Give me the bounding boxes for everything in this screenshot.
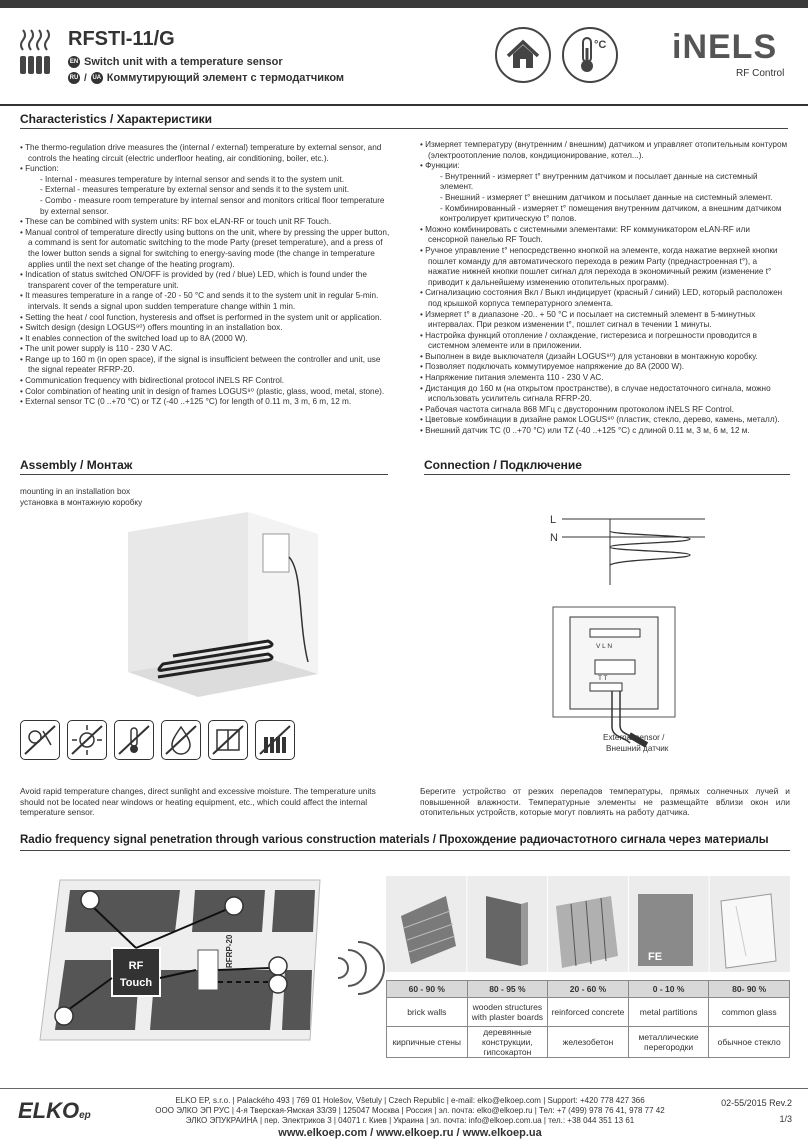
en-item: • Indication of status switched ON/OFF is provided by (red / blue) LED, which is found under the transparent cover of the temperature unit. xyxy=(20,270,367,290)
pct-wood: 80 - 95 % xyxy=(467,981,548,998)
ru-wood: деревянные конструкции, гипсокартон xyxy=(467,1027,548,1058)
brand-subtitle: RF Control xyxy=(736,68,785,79)
footer-line-2: ООО ЭЛКО ЭП РУС | 4-я Тверская-Ямская 33/39 | 125047 Москва | Россия | эл. почта: elko@elkoep.ru | Тел: +7 (499) 978 76 41, 978 77 42 xyxy=(155,1106,665,1115)
rf-touch-label-2: Touch xyxy=(119,977,153,989)
pct-brick: 60 - 90 % xyxy=(387,981,468,998)
sensor-label-ru: Внешний датчик xyxy=(606,744,669,753)
product-title: RFSTI-11/G xyxy=(68,28,175,50)
en-item: • Range up to 160 m (in open space), if the signal is insufficient between the controller and unit, use the signal repeater RFRP-20. xyxy=(20,354,381,375)
ru-item: • Позволяет подключать коммутируемое напряжение до 8A (2000 W). xyxy=(420,362,685,372)
ru-item: • Измеряет температуру (внутренним / внешним) датчиком и управляет отопительным контуром (электроотопление полов, кондиционирование, котел...). xyxy=(420,140,788,160)
assembly-underline xyxy=(20,474,388,475)
en-item: • Switch design (design LOGUS⁹⁰) offers mounting in an installation box. xyxy=(20,323,283,333)
footer-contacts xyxy=(150,1096,670,1140)
ru-item: • Измеряет t° в диапазоне -20.. + 50 °C и посылает на системный элемент в 5-минутных интервалах. При резком изменении t°, пошлет сигнал в течении 1 минуты. xyxy=(420,309,756,330)
thermometer-icon xyxy=(561,26,619,84)
footer-web[interactable]: www.elkoep.com / www.elkoep.ru / www.elkoep.ua xyxy=(278,1127,542,1139)
repeater-label: RFRP-20 xyxy=(225,934,234,968)
ru-item: • Рабочая частота сигнала 868 МГц с двусторонним протоколом iNELS RF Control. xyxy=(420,404,734,414)
elko-logo: ELKOep xyxy=(18,1098,91,1123)
en-item: • Color combination of heating unit in design of frames LOGUS⁹⁰ (plastic, glass, wood, metal, stone). xyxy=(20,386,385,396)
pct-metal: 0 - 10 % xyxy=(628,981,709,998)
footer-line-3: ЭЛКО ЭПУКРАИНА | пер. Электриков 3 | 04071 г. Киев | Украина | эл. почта: info@elkoep.com.ua | тел.: +38 044 351 13 61 xyxy=(185,1116,635,1125)
ru-item: • Ручное управление t° непосредственно кнопкой на элементе, когда нажатие верхней кнопки пошлет команду для автоматического перехода в режим Party (преднастроенная t°), а нажатие нижней кнопки пошлет сигнал для перехода в экономичный режим (изменение t° приводит к дальнейшему изменению отопительных программ). xyxy=(420,245,778,287)
connection-diagram xyxy=(540,505,720,770)
en-item: • It enables connection of the switched load up to 8A (2000 W). xyxy=(20,333,248,343)
pct-glass: 80- 90 % xyxy=(709,981,790,998)
assembly-caption-ru: установка в монтажную коробку xyxy=(20,498,143,507)
ru-item: • Сигнализацию состояния Вкл / Выкл индицирует (красный / синий) LED, который расположен под крышкой корпуса температурного элемента. xyxy=(420,288,783,308)
label-n: N xyxy=(550,532,558,544)
warning-ru: Берегите устройство от резких перепадов температуры, прямых солнечных лучей и повышенной влажности. Температурные элементы не размещайте вблизи окон или отопительных устройств, которые могут повлиять на работу датчика. xyxy=(420,786,790,818)
en-item: • Setting the heat / cool function, hysteresis and offset is performed in the system unit or application. xyxy=(20,312,382,322)
terminals-top: V L N xyxy=(596,643,613,650)
top-bar xyxy=(0,0,808,8)
ru-item: • Цветовые комбинации в дизайне рамок LOGUS⁹⁰ (пластик, стекло, дерево, камень, металл). xyxy=(420,415,780,425)
en-item: • Function: xyxy=(20,164,59,174)
no-heater-icon xyxy=(255,720,295,760)
materials-table xyxy=(386,980,790,1058)
assembly-title: Assembly / Монтаж xyxy=(20,458,133,472)
connection-underline xyxy=(424,474,790,475)
characteristics-underline xyxy=(20,128,788,129)
ru-row xyxy=(387,1027,790,1058)
subtitle-en-row xyxy=(68,56,283,68)
fe-label: FE xyxy=(648,951,663,963)
warning-icons xyxy=(20,720,295,760)
sensor-label-en: External sensor / xyxy=(603,733,665,742)
concrete-icon xyxy=(556,896,618,968)
pct-row xyxy=(387,981,790,998)
no-moisture-icon xyxy=(161,720,201,760)
lang-ru-badge: RU xyxy=(68,72,80,84)
no-sunlight-icon xyxy=(20,720,60,760)
en-brick: brick walls xyxy=(387,998,468,1027)
lang-en-badge: EN xyxy=(68,56,80,68)
wood-plaster-icon xyxy=(486,896,528,966)
en-item: - Internal - measures temperature by internal sensor and sends it to the system unit. xyxy=(40,174,344,184)
ru-item: - Внешний - измеряет t° внешним датчиком и посылает данные на системный элемент. xyxy=(440,192,773,202)
house-icon xyxy=(494,26,552,84)
ru-glass: обычное стекло xyxy=(709,1027,790,1058)
characteristics-en xyxy=(20,143,390,408)
en-item: • The thermo-regulation drive measures the (internal / external) temperature by external sensor, and controls the heating circuit (electric underfloor heating, air conditioning, boiler, etc.). xyxy=(20,143,382,163)
ru-item: • Дистанция до 160 м (на открытом пространстве), в случае недостаточного сигнала, можно использовать усилитель сигнала RFRP-20. xyxy=(420,383,771,404)
glass-icon xyxy=(721,894,776,968)
ru-item: • Настройка функций отопление / охлаждение, гистерезиса и погрешности проводится в системном элементе или в приложении. xyxy=(420,330,758,351)
page-number: 1/3 xyxy=(779,1114,792,1124)
en-item: • External sensor TC (0 ..+70 °C) or TZ (-40 ..+125 °C) for length of 0.11 m, 3 m, 6 m, 12 m. xyxy=(20,397,352,407)
subtitle-ru-row: RU / UA Коммутирующий элемент с термодатчиком xyxy=(69,72,345,84)
rf-underline xyxy=(20,850,790,851)
pct-concrete: 20 - 60 % xyxy=(548,981,629,998)
label-l: L xyxy=(550,514,557,526)
installation-illustration xyxy=(118,512,338,702)
terminals-bottom: T T xyxy=(598,675,608,682)
en-item: - External - measures temperature by external sensor and sends it to the system unit. xyxy=(40,185,349,195)
en-metal: metal partitions xyxy=(628,998,709,1027)
no-thermometer-icon xyxy=(114,720,154,760)
svg-text:°C: °C xyxy=(594,39,607,51)
doc-number: 02-55/2015 Rev.2 xyxy=(721,1098,792,1108)
ru-concrete: железобетон xyxy=(548,1027,629,1058)
en-item: • Manual control of temperature directly using buttons on the unit, where by pressing the upper button, a command is sent for automatic switching to the mode Party (preset temperature), and a press of the lower button sends a signal for switching to energy-saving mode (the change in temperature applies until the next set change of the heating program). xyxy=(20,227,390,269)
heating-logo-icon xyxy=(18,26,54,76)
floorplan-illustration xyxy=(20,860,390,1070)
en-concrete: reinforced concrete xyxy=(548,998,629,1027)
ru-item: - Комбинированный - измеряет t° помещения внутренним датчиком, а внешним датчиком контролирует критическую t° полов. xyxy=(440,203,782,224)
en-item: • The unit power supply is 110 - 230 V AC. xyxy=(20,344,173,354)
characteristics-ru xyxy=(420,140,790,437)
en-glass: common glass xyxy=(709,998,790,1027)
ru-metal: металлические перегородки xyxy=(628,1027,709,1058)
ru-item: • Можно комбинировать с системными элементами: RF коммуникатором eLAN-RF или сенсорной панелью RF Touch. xyxy=(420,224,750,245)
brand-logo: iNELS xyxy=(672,28,778,66)
warning-en: Avoid rapid temperature changes, direct sunlight and excessive moisture. The temperature units should not be located near windows or heating equipment, etc., which could affect the internal temperature sensor. xyxy=(20,786,376,818)
header-divider xyxy=(0,104,808,106)
en-item: • Communication frequency with bidirectional protocol iNELS RF Control. xyxy=(20,376,285,386)
no-window-icon xyxy=(208,720,248,760)
en-item: - Combo - measure room temperature by internal sensor and monitors critical floor temperature by external sensor. xyxy=(40,195,385,216)
rf-touch-label-1: RF xyxy=(128,960,144,972)
assembly-caption-en: mounting in an installation box xyxy=(20,487,131,496)
en-wood: wooden structures with plaster boards xyxy=(467,998,548,1027)
ru-item: • Напряжение питания элемента 110 - 230 V AC. xyxy=(420,373,604,383)
ru-brick: кирпичные стены xyxy=(387,1027,468,1058)
en-item: • These can be combined with system units: RF box eLAN-RF or touch unit RF Touch. xyxy=(20,217,332,227)
en-item: • It measures temperature in a range of -20 - 50 °C and sends it to the system unit in regular 5-min. intervals. It sends a signal upon sudden temperature change within 1 min. xyxy=(20,291,379,311)
characteristics-title: Characteristics / Характеристики xyxy=(20,112,212,126)
ru-item: • Внешний датчик TC (0 ..+70 °C) или TZ (-40 ..+125 °C) с длиной 0.11 м, 3 м, 6 м, 12 м. xyxy=(420,426,750,436)
en-row xyxy=(387,998,790,1027)
footer-divider xyxy=(0,1088,808,1089)
subtitle-ru: Коммутирующий элемент с термодатчиком xyxy=(106,72,345,84)
metal-partition-icon xyxy=(638,894,693,966)
rf-title: Radio frequency signal penetration through various construction materials / Прохождение радиочастотного сигнала через материалы xyxy=(20,834,769,846)
lang-ua-badge: UA xyxy=(91,72,103,84)
subtitle-en: Switch unit with a temperature sensor xyxy=(84,56,283,68)
ru-item: • Функции: xyxy=(420,161,460,171)
footer-line-1: ELKO EP, s.r.o. | Palackého 493 | 769 01 Holešov, Všetuly | Czech Republic | e-mail: elko@elkoep.com | Support: +420 778 427 366 xyxy=(175,1096,645,1105)
materials-images xyxy=(386,876,790,972)
ru-item: - Внутренний - измеряет t° внутренним датчиком и посылает данные на системный элемент. xyxy=(440,171,758,192)
no-sun-icon xyxy=(67,720,107,760)
connection-title: Connection / Подключение xyxy=(424,458,582,472)
ru-item: • Выполнен в виде выключателя (дизайн LOGUS⁹⁰) для установки в монтажную коробку. xyxy=(420,351,758,361)
